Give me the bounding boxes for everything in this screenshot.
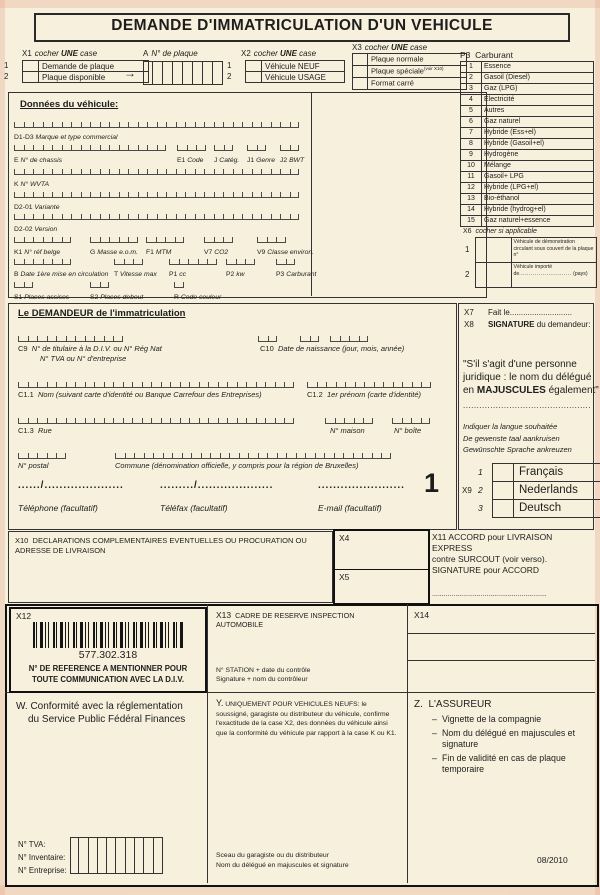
checkbox[interactable] bbox=[493, 464, 514, 481]
x9-label: X9 bbox=[462, 486, 472, 495]
y-section-text: Y. UNIQUEMENT POUR VEHICULES NEUFS: le soussigné, garagiste ou distributeur du véhicule, confirme l'exactitude de la case X2, des données du véhicule ainsi que la conformité du véhicule par rapport à la case K ou K1. bbox=[216, 698, 397, 737]
note-dotted-line[interactable]: ............................................... bbox=[463, 401, 591, 410]
option-number: 2 bbox=[465, 270, 470, 279]
language-option-row bbox=[478, 463, 600, 482]
c10-year-comb[interactable] bbox=[330, 335, 368, 342]
option-label: Nederlands bbox=[519, 484, 578, 496]
fuel-label: Gasoil (Diesel) bbox=[482, 72, 594, 84]
fuel-code: 1 bbox=[460, 61, 482, 73]
c9-label2: N° TVA ou N° d'entreprise bbox=[40, 354, 127, 363]
c10-label: C10 Date de naissance (jour, mois, année) bbox=[260, 344, 405, 353]
fuel-label: Gasoil+ LPG bbox=[482, 171, 594, 183]
x1-label: X1 cocher UNE case bbox=[22, 49, 98, 58]
field-v7: V7 CO2 bbox=[204, 230, 233, 256]
c12-comb[interactable] bbox=[307, 381, 431, 388]
option-number: 2 bbox=[227, 72, 232, 81]
garage-seal-note: Sceau du garagiste ou du distributeur Nom du délégué en majuscules et signature bbox=[216, 852, 349, 869]
form-title: DEMANDE D'IMMATRICULATION D'UN VEHICULE bbox=[34, 13, 570, 42]
p3-comb[interactable] bbox=[276, 258, 295, 265]
option-number: 1 bbox=[478, 467, 483, 477]
x10-box bbox=[8, 531, 333, 603]
d1d3-comb[interactable] bbox=[14, 121, 299, 128]
box-number-comb[interactable] bbox=[392, 417, 430, 424]
x2-option-row bbox=[225, 71, 345, 83]
x3-section bbox=[352, 43, 467, 90]
checkbox[interactable] bbox=[246, 61, 262, 71]
fuel-label: Gaz naturel+essence bbox=[482, 215, 594, 227]
option-label: Plaque normale bbox=[371, 54, 424, 64]
x3-options bbox=[352, 53, 467, 90]
vat-number-boxes[interactable] bbox=[70, 837, 163, 874]
language-instructions bbox=[463, 421, 572, 456]
fuel-code: 3 bbox=[460, 83, 482, 95]
postal-code-label: N° postal bbox=[18, 461, 49, 470]
checkbox[interactable] bbox=[353, 66, 368, 77]
fuel-code: 11 bbox=[460, 171, 482, 183]
checkbox[interactable] bbox=[246, 72, 262, 82]
box-number-label: N° boîte bbox=[394, 426, 422, 435]
form-version: 08/2010 bbox=[537, 855, 568, 865]
z-section-heading: Z. L'ASSUREUR bbox=[414, 699, 492, 710]
option-label: Plaque disponible bbox=[42, 73, 106, 82]
x14-line-1 bbox=[407, 633, 595, 634]
bottom-divider-2 bbox=[407, 604, 408, 883]
fuel-code: 8 bbox=[460, 138, 482, 150]
fuel-code: 15 bbox=[460, 215, 482, 227]
x3-option[interactable] bbox=[352, 77, 467, 90]
c9-label: C9 N° de titulaire à la D.I.V. ou N° Rég Nat bbox=[18, 344, 162, 353]
field-f1: F1 MTM bbox=[146, 230, 184, 256]
option-number: 1 bbox=[227, 61, 232, 70]
field-j2: J2 BWT bbox=[280, 138, 304, 164]
checkbox[interactable] bbox=[23, 61, 39, 71]
field-d202: D2-02 Version bbox=[14, 207, 299, 233]
fuel-code: 6 bbox=[460, 116, 482, 128]
plate-section bbox=[143, 49, 223, 90]
checkbox[interactable] bbox=[493, 500, 514, 517]
fuel-label: Bio-éthanol bbox=[482, 193, 594, 205]
d202-comb[interactable] bbox=[14, 213, 299, 220]
x12-box bbox=[9, 607, 207, 693]
option-label: Véhicule importé de........................... (pays) bbox=[513, 264, 588, 277]
field-d201: D2-01 Variante bbox=[14, 185, 299, 211]
p2-comb[interactable] bbox=[226, 258, 255, 265]
x11-text: X11 ACCORD pour LIVRAISON EXPRESS contre SURCOUT (voir verso). SIGNATURE pour ACCORD bbox=[432, 532, 553, 575]
language-option[interactable] bbox=[492, 463, 600, 482]
c13-label: C1.3 Rue bbox=[18, 426, 52, 435]
checkbox[interactable] bbox=[23, 72, 39, 82]
x10-text: X10 DECLARATIONS COMPLEMENTAIRES EVENTUELLES OU PROCURATION OU ADRESSE DE LIVRAISON bbox=[15, 536, 307, 555]
x2-section bbox=[225, 49, 345, 83]
insurer-requirement-item: – Vignette de la compagnie bbox=[432, 714, 582, 726]
s2-comb[interactable] bbox=[90, 281, 109, 288]
fuel-code: 7 bbox=[460, 127, 482, 139]
x3-option-row bbox=[352, 77, 467, 90]
scan-edge-top bbox=[0, 0, 600, 8]
fuel-label: Hybride (hydrog+el) bbox=[482, 204, 594, 216]
commune-comb[interactable] bbox=[115, 452, 391, 459]
c9-comb[interactable] bbox=[18, 335, 123, 342]
c11-comb[interactable] bbox=[18, 381, 294, 388]
x2-option[interactable] bbox=[245, 71, 345, 83]
phone-dotted-line[interactable]: ....../..................... bbox=[18, 480, 124, 491]
fax-dotted-line[interactable]: ........./.................... bbox=[160, 480, 274, 491]
x2-options bbox=[225, 60, 345, 83]
house-number-label: N° maison bbox=[330, 426, 365, 435]
field-g: G Masse e.o.m. bbox=[90, 230, 138, 256]
x14-line-2 bbox=[407, 660, 595, 661]
plate-number-boxes[interactable] bbox=[143, 61, 223, 85]
option-label: Format carré bbox=[371, 78, 414, 88]
fuel-label: Hydrogène bbox=[482, 149, 594, 161]
x6-option[interactable] bbox=[475, 262, 597, 288]
c12-label: C1.2 1er prénom (carte d'identité) bbox=[307, 390, 421, 399]
field-t: T Vitesse max bbox=[114, 252, 157, 278]
applicant-heading: Le DEMANDEUR de l'immatriculation bbox=[18, 308, 186, 319]
fuel-code: 13 bbox=[460, 193, 482, 205]
fax-label: Téléfax (facultatif) bbox=[160, 503, 228, 513]
x4-cell[interactable]: X4 bbox=[335, 531, 428, 570]
language-option[interactable] bbox=[492, 481, 600, 500]
reference-note-1: N° DE REFERENCE A MENTIONNER POUR bbox=[28, 664, 188, 673]
c11-label: C1.1 Nom (suivant carte d'identité ou Banque Carrefour des Entreprises) bbox=[18, 390, 262, 399]
fuel-label: Autres bbox=[482, 105, 594, 117]
language-option-row bbox=[478, 481, 600, 500]
fuel-label: Hybride (LPG+el) bbox=[482, 182, 594, 194]
vehicle-heading: Données du véhicule: bbox=[20, 99, 119, 110]
insurer-requirement-item: – Fin de validité en cas de plaque temporaire bbox=[432, 753, 582, 776]
legal-person-note: "S'il s'agit d'une personne juridique : le nom du délégué en MAJUSCULES également" bbox=[463, 359, 599, 396]
field-j1: J1 Genre bbox=[247, 138, 275, 164]
e1-comb[interactable] bbox=[177, 144, 206, 151]
k-comb[interactable] bbox=[14, 168, 299, 175]
fuel-code: 14 bbox=[460, 204, 482, 216]
field-j: J Catég. bbox=[214, 138, 239, 164]
k1-comb[interactable] bbox=[14, 236, 71, 243]
d201-comb[interactable] bbox=[14, 191, 299, 198]
x14-label: X14 bbox=[414, 610, 430, 620]
x11-signature-line[interactable]: ........................................................... bbox=[432, 591, 547, 598]
option-label: Français bbox=[519, 466, 564, 478]
field-p3: P3 Carburant bbox=[276, 252, 316, 278]
reference-number: 577.302.318 bbox=[78, 649, 138, 661]
language-option[interactable] bbox=[492, 499, 600, 518]
x12-label: X12 bbox=[16, 611, 32, 621]
field-e: E N° de chassis bbox=[14, 138, 166, 164]
field-k1: K1 N° réf belge bbox=[14, 230, 71, 256]
fuel-label: Hybride (Gasoil+el) bbox=[482, 138, 594, 150]
email-label: E-mail (facultatif) bbox=[318, 503, 382, 513]
field-k: K N° WVTA bbox=[14, 162, 299, 188]
p3-heading: P3 Carburant bbox=[460, 50, 513, 60]
option-label: Plaque spéciale$^{(voir X10)}$ bbox=[371, 66, 444, 76]
plate-label: A N° de plaque bbox=[143, 49, 198, 58]
vat-label: N° TVA: bbox=[18, 840, 46, 849]
company-label: N° Entreprise: bbox=[18, 866, 67, 875]
fuel-label: Hybride (Ess+el) bbox=[482, 127, 594, 139]
j2-comb[interactable] bbox=[280, 144, 299, 151]
x6-label: X6 cocher si applicable bbox=[463, 228, 537, 235]
v9-comb[interactable] bbox=[257, 236, 286, 243]
arrow-right-icon: → bbox=[124, 66, 136, 80]
x13-section bbox=[216, 610, 401, 629]
option-number: 2 bbox=[478, 485, 483, 495]
inventory-label: N° Inventaire: bbox=[18, 853, 66, 862]
x13-heading: X13 CADRE DE RESERVE INSPECTION AUTOMOBILE bbox=[216, 610, 355, 629]
x9-language-options bbox=[478, 464, 600, 518]
c10-day-comb[interactable] bbox=[258, 335, 277, 342]
fuel-code: 12 bbox=[460, 182, 482, 194]
fuel-code: 10 bbox=[460, 160, 482, 172]
j-comb[interactable] bbox=[214, 144, 233, 151]
checkbox[interactable] bbox=[353, 54, 368, 65]
page-number: 1 bbox=[424, 468, 440, 498]
field-d1d3: D1-D3 Marque et type commercial bbox=[14, 115, 299, 141]
j1-comb[interactable] bbox=[247, 144, 266, 151]
s1-comb[interactable] bbox=[14, 281, 33, 288]
option-label: Véhicule USAGE bbox=[265, 73, 326, 82]
x8-line: X8 SIGNATURE du demandeur: bbox=[464, 320, 591, 329]
fuel-label: Mélange bbox=[482, 160, 594, 172]
fuel-code: 5 bbox=[460, 105, 482, 117]
fuel-code: 9 bbox=[460, 149, 482, 161]
c10-month-comb[interactable] bbox=[300, 335, 319, 342]
insurer-requirements bbox=[432, 714, 582, 778]
house-number-comb[interactable] bbox=[325, 417, 373, 424]
checkbox[interactable] bbox=[353, 78, 368, 89]
bottom-divider-1 bbox=[207, 604, 208, 883]
language-instruction-line: Gewünschte Sprache ankreuzen bbox=[463, 445, 572, 454]
option-label: Véhicule NEUF bbox=[265, 62, 320, 71]
barcode bbox=[33, 622, 183, 648]
option-number: 3 bbox=[478, 503, 483, 513]
postal-code-comb[interactable] bbox=[18, 452, 66, 459]
v7-comb[interactable] bbox=[204, 236, 233, 243]
x4-x5-box bbox=[333, 529, 430, 605]
t-comb[interactable] bbox=[114, 258, 143, 265]
option-number: 1 bbox=[465, 245, 470, 254]
field-e1: E1 Code bbox=[177, 138, 206, 164]
fuel-label: Gaz (LPG) bbox=[482, 83, 594, 95]
language-option-row bbox=[478, 499, 600, 518]
e-comb[interactable] bbox=[14, 144, 166, 151]
field-p2: P2 kw bbox=[226, 252, 255, 278]
x3-label: X3 cocher UNE case bbox=[352, 43, 428, 52]
p1-comb[interactable] bbox=[169, 258, 217, 265]
insurer-requirement-item: – Nom du délégué en majuscules et signature bbox=[432, 728, 582, 751]
field-r: R Code couleur bbox=[174, 275, 221, 301]
w-field-labels bbox=[18, 838, 67, 877]
field-s1: S1 Places assises bbox=[14, 275, 69, 301]
field-s2: S2 Places debout bbox=[90, 275, 143, 301]
fuel-label: Gaz naturel bbox=[482, 116, 594, 128]
phone-label: Téléphone (facultatif) bbox=[18, 503, 98, 513]
checkbox[interactable] bbox=[493, 482, 514, 499]
field-p1: P1 cc bbox=[169, 252, 217, 278]
b-comb[interactable] bbox=[14, 258, 71, 265]
fuel-code: 4 bbox=[460, 94, 482, 106]
g-comb[interactable] bbox=[90, 236, 138, 243]
option-label: Demande de plaque bbox=[42, 62, 115, 71]
x5-cell[interactable]: X5 bbox=[339, 572, 350, 582]
x13-notes: N° STATION + date du contrôle Signature + nom du contrôleur bbox=[216, 667, 311, 683]
option-note: (voir X10) bbox=[423, 66, 444, 71]
option-label: Deutsch bbox=[519, 502, 562, 514]
commune-label: Commune (dénomination officielle, y compris pour la région de Bruxelles) bbox=[115, 461, 359, 470]
x2-label: X2 cocher UNE case bbox=[241, 49, 317, 58]
reference-note-2: TOUTE COMMUNICATION AVEC LA D.I.V. bbox=[31, 675, 185, 684]
f1-comb[interactable] bbox=[146, 236, 184, 243]
fuel-label: Électricité bbox=[482, 94, 594, 106]
fuel-label: Essence bbox=[482, 61, 594, 73]
field-v9: V9 Classe environ. bbox=[257, 230, 314, 256]
x6-option[interactable] bbox=[475, 237, 597, 263]
option-number: 2 bbox=[4, 72, 9, 81]
c13-comb[interactable] bbox=[18, 417, 294, 424]
r-comb[interactable] bbox=[174, 281, 184, 288]
language-instruction-line: De gewenste taal aankruisen bbox=[463, 433, 560, 443]
fuel-code: 2 bbox=[460, 72, 482, 84]
w-section-heading: W. Conformité avec la réglementation du Service Public Fédéral Finances bbox=[16, 701, 186, 725]
field-b: B Date 1ère mise en circulation bbox=[14, 252, 108, 278]
x7-line: X7 Fait le............................ bbox=[464, 308, 573, 317]
option-label: Véhicule de démonstration circulant sous couvert de la plaque n° bbox=[513, 239, 594, 258]
option-number: 1 bbox=[4, 61, 9, 70]
language-instruction-line: Indiquer la langue souhaitée bbox=[463, 422, 558, 431]
email-dotted-line[interactable]: ....................... bbox=[318, 480, 405, 491]
